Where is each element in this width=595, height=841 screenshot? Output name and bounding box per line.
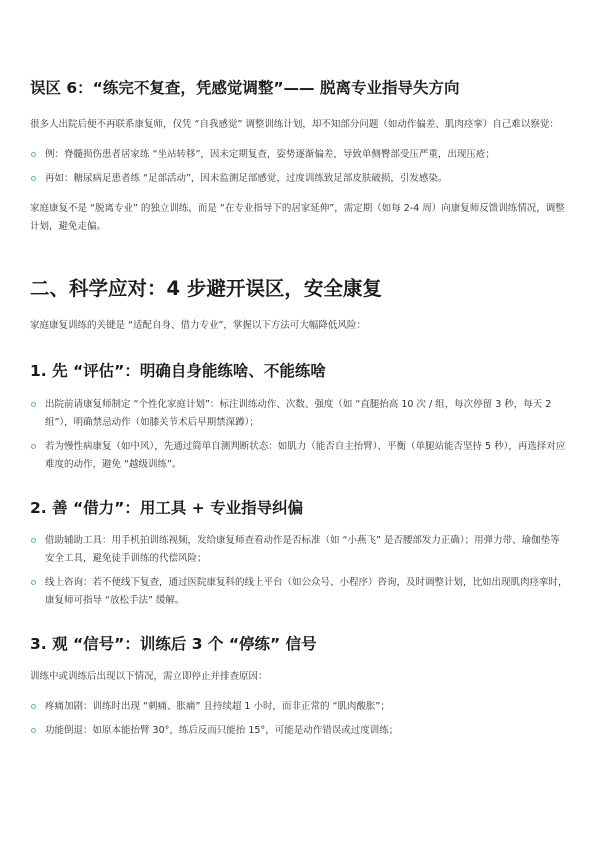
circle-bullet-icon (31, 152, 36, 157)
list-item-text: 若为慢性病康复（如中风），先通过简单自测判断状态：如肌力（能否自主抬臂）、平衡（单腿站能否坚持 5 秒），再选择对应难度的动作，避免 “越级训练”。 (45, 440, 566, 470)
step2-heading: 2. 善 “借力”：用工具 + 专业指导纠偏 (30, 498, 304, 517)
list-item-text: 例：脊髓损伤患者居家练 “坐站转移”，因未定期复查，姿势逐渐偏差，导致单侧臀部受压严重，出现压疮； (45, 149, 495, 161)
list-item (30, 722, 569, 740)
list-item (30, 438, 569, 474)
part2-intro: 家庭康复训练的关键是 “适配自身、借力专业”，掌握以下方法可大幅降低风险： (30, 320, 366, 332)
section6-bullet-list (30, 146, 569, 188)
list-item (30, 146, 569, 164)
circle-bullet-icon (31, 580, 36, 585)
part2-heading: 二、科学应对：4 步避开误区，安全康复 (30, 277, 382, 301)
circle-bullet-icon (31, 538, 36, 543)
list-item-text: 线上咨询：若不便线下复查，通过医院康复科的线上平台（如公众号、小程序）咨询，及时调整计划，比如出现肌肉痉挛时，康复师可指导 “放松手法” 缓解。 (45, 576, 568, 606)
list-item-text: 借助辅助工具：用手机拍训练视频，发给康复师查看动作是否标准（如 “小燕飞” 是否腰部发力正确）；用弹力带、瑜伽垫等安全工具，避免徒手训练的代偿风险； (45, 534, 560, 564)
section6-heading: 误区 6：“练完不复查，凭感觉调整”—— 脱离专业指导失方向 (30, 79, 460, 97)
circle-bullet-icon (31, 176, 36, 181)
circle-bullet-icon (31, 402, 36, 407)
list-item (30, 396, 569, 432)
step1-bullet-list (30, 396, 569, 474)
list-item (30, 698, 569, 716)
step3-heading: 3. 观 “信号”：训练后 3 个 “停练” 信号 (30, 634, 317, 653)
step3-intro: 训练中或训练后出现以下情况，需立即停止并排查原因： (30, 670, 268, 682)
list-item-text: 出院前请康复师制定 “个性化家庭计划”：标注训练动作、次数、强度（如 “直腿抬高 10 次 / 组，每次停留 3 秒，每天 2 组”），明确禁忌动作（如膝关节术后早期禁深蹲）； (45, 398, 552, 428)
circle-bullet-icon (31, 704, 36, 709)
section6-conclusion: 家庭康复不是 “脱离专业” 的独立训练，而是 “在专业指导下的居家延伸”，需定期（如每 2-4 周）向康复师反馈训练情况，调整计划，避免走偏。 (30, 203, 565, 233)
list-item-text: 功能倒退：如原本能抬臂 30°，练后反而只能抬 15°，可能是动作错误或过度训练； (45, 724, 399, 736)
list-item (30, 532, 569, 568)
list-item (30, 574, 569, 610)
list-item (30, 170, 569, 188)
step3-bullet-list (30, 698, 569, 740)
step1-heading: 1. 先 “评估”：明确自身能练啥、不能练啥 (30, 362, 326, 381)
list-item-text: 疼痛加剧：训练时出现 “刺痛、胀痛” 且持续超 1 小时，而非正常的 “肌肉酸胀”； (45, 700, 390, 712)
list-item-text: 再如：糖尿病足患者练 “足部活动”，因未监测足部感觉，过度训练致足部皮肤破损，引发感染。 (45, 173, 448, 185)
section6-intro: 很多人出院后便不再联系康复师，仅凭 “自我感觉” 调整训练计划，却不知部分问题（如动作偏差、肌肉痉挛）自己难以察觉： (30, 119, 559, 131)
circle-bullet-icon (31, 444, 36, 449)
step2-bullet-list (30, 532, 569, 610)
circle-bullet-icon (31, 728, 36, 733)
